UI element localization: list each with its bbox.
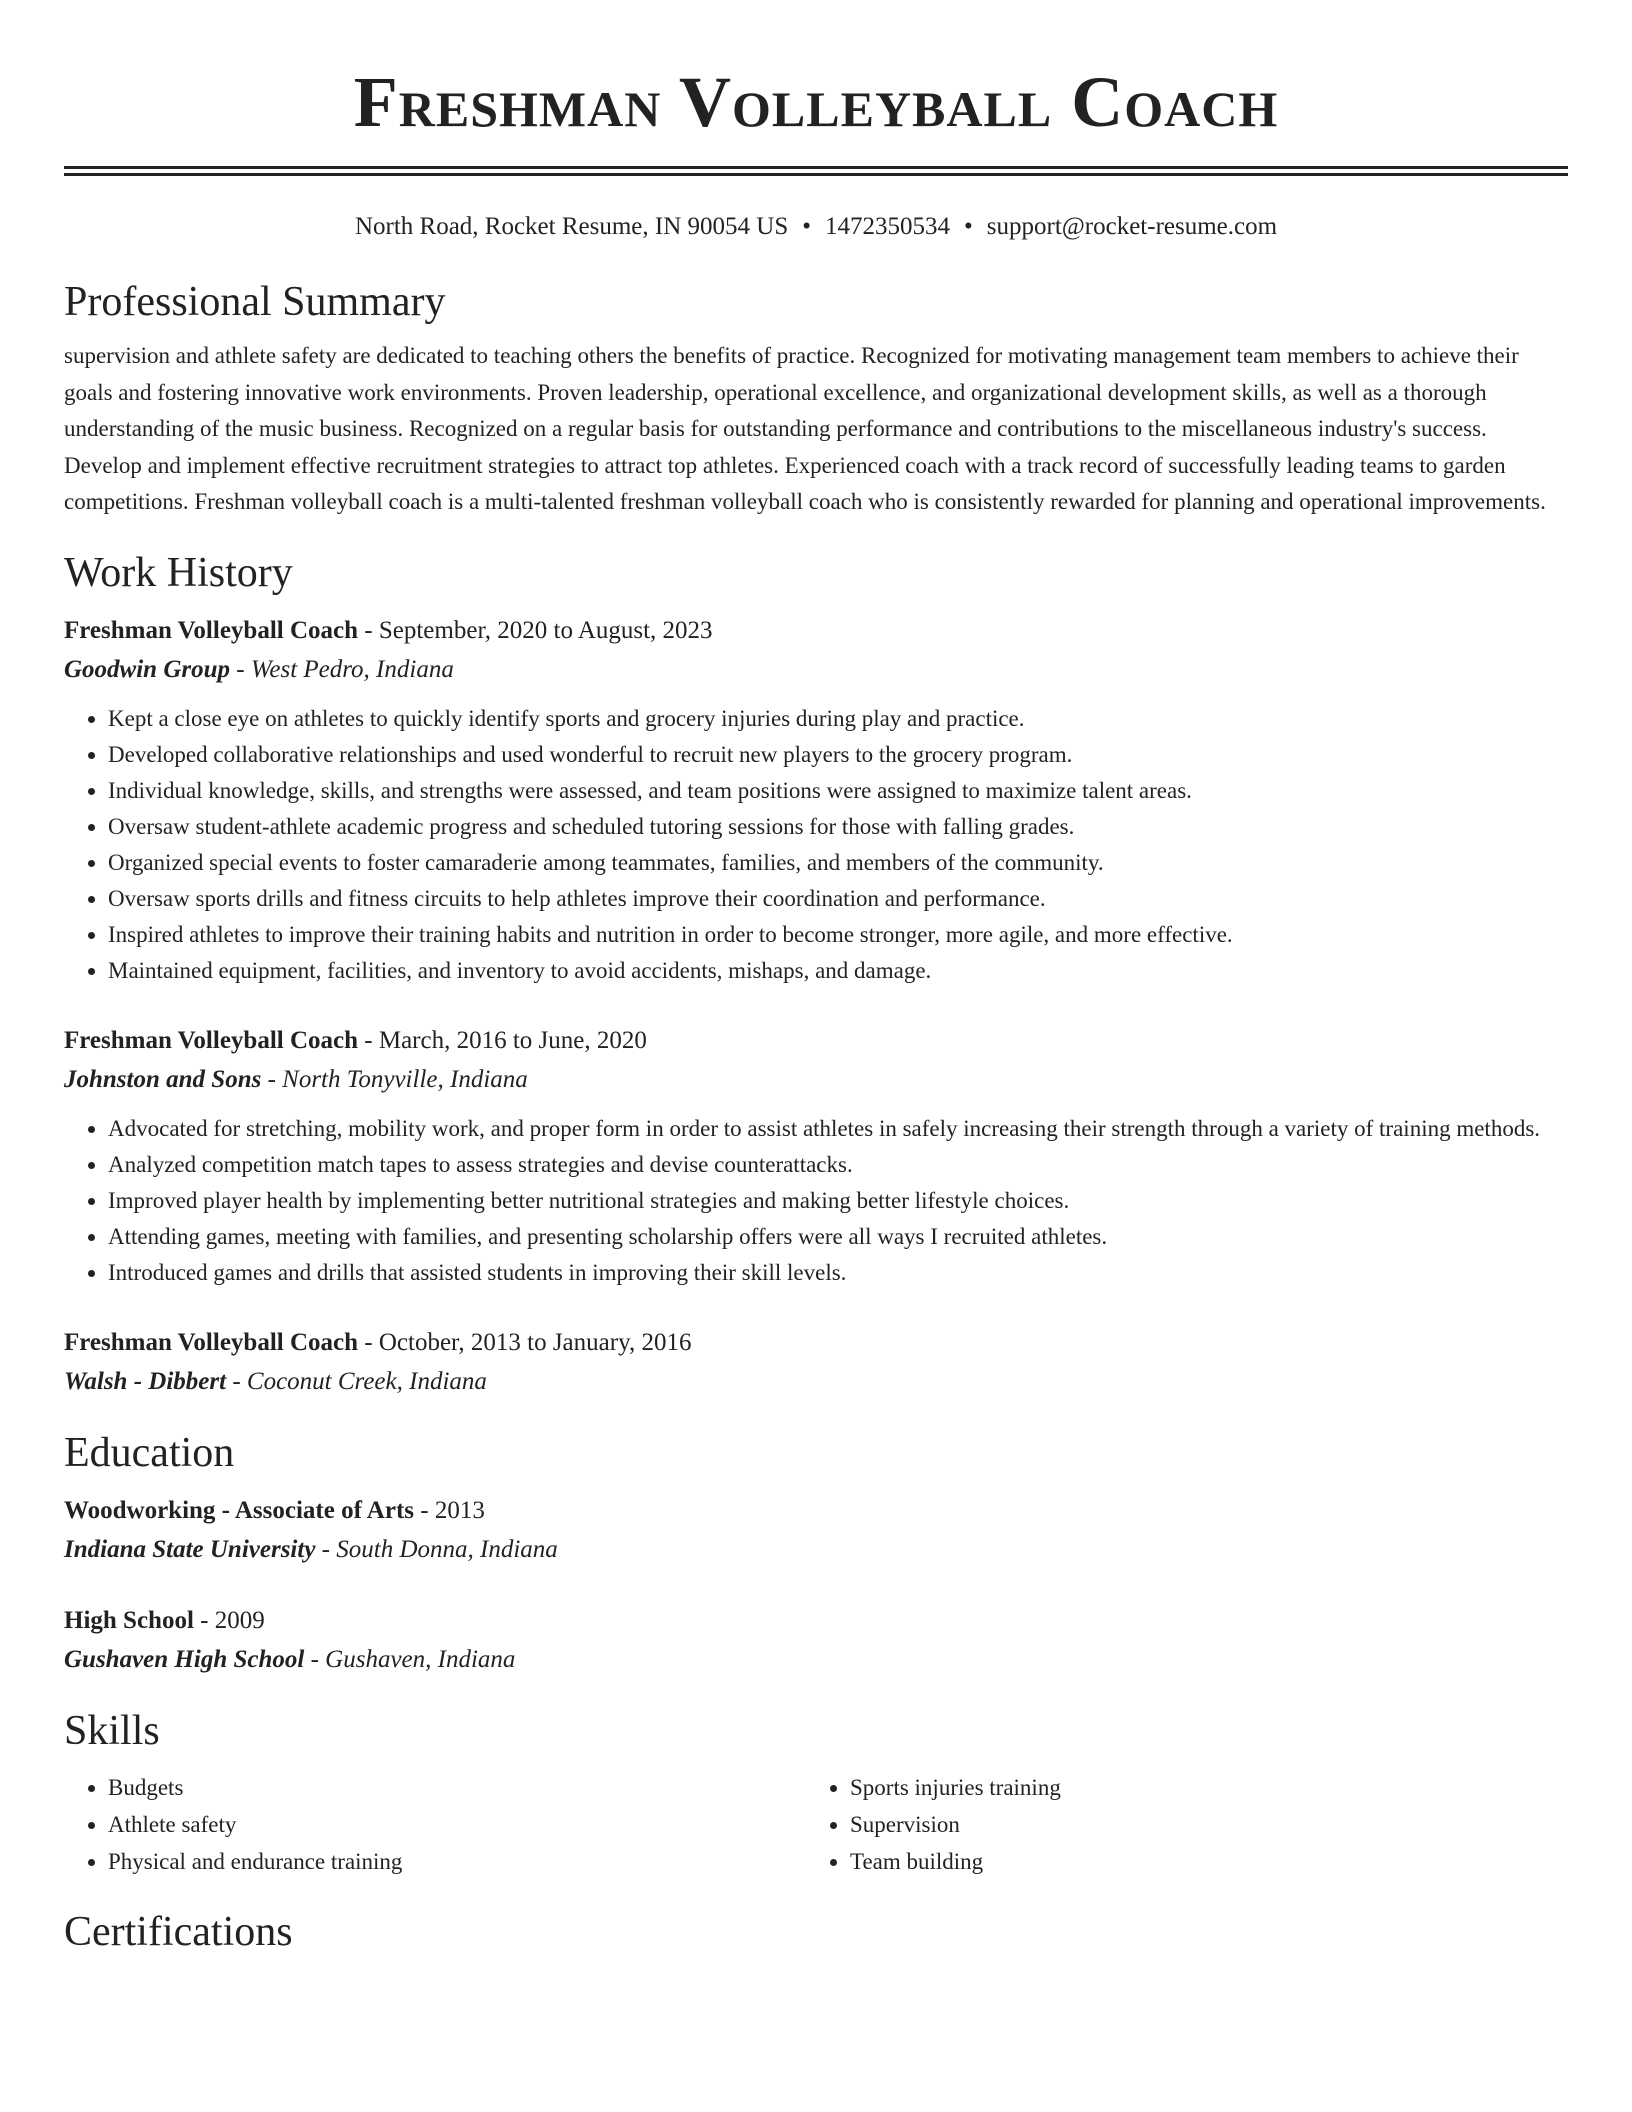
job-entry [64,1323,1568,1401]
job-entry [64,1021,1568,1291]
contact-separator: • [802,213,811,240]
job-location: - Coconut Creek, Indiana [226,1367,487,1395]
job-dates: - March, 2016 to June, 2020 [358,1026,647,1054]
job-dates: - September, 2020 to August, 2023 [358,616,713,644]
skills-grid [64,1769,1568,1880]
education-school: Indiana State University [64,1535,316,1563]
education-section [64,1427,1568,1679]
education-degree: High School [64,1606,194,1634]
contact-address: North Road, Rocket Resume, IN 90054 US [354,213,789,240]
education-degree: Woodworking - Associate of Arts [64,1496,414,1524]
education-degree-line [64,1601,1568,1640]
list-item: • Developed collaborative relationships and used wonderful to recruit new players to the grocery program. [108,737,1568,773]
skills-column-left [64,1769,806,1880]
list-item: • Oversaw sports drills and fitness circuits to help athletes improve their coordination and performance. [108,881,1568,917]
education-school: Gushaven High School [64,1645,305,1673]
contact-line [64,210,1568,244]
education-school-line [64,1530,1568,1569]
job-title: Freshman Volleyball Coach [64,616,359,644]
education-degree-line [64,1491,1568,1530]
job-company: Walsh - Dibbert [64,1367,227,1395]
job-company-line [64,1060,1568,1099]
job-company: Johnston and Sons [64,1065,262,1093]
job-company: Goodwin Group [64,655,231,683]
contact-separator: • [964,213,973,240]
work-history-section [64,547,1568,1401]
skills-heading: Skills [64,1707,160,1754]
skills-list [64,1769,806,1880]
list-item: • Athlete safety [108,1806,806,1843]
job-dates: - October, 2013 to January, 2016 [358,1328,692,1356]
education-location: - South Donna, Indiana [315,1535,558,1563]
list-item: • Sports injuries training [850,1769,1548,1806]
education-entry [64,1601,1568,1679]
summary-heading: Professional Summary [64,279,446,325]
education-year: - 2013 [414,1496,485,1524]
resume-name: Freshman Volleyball Coach [353,62,1279,142]
education-entry [64,1491,1568,1569]
certifications-heading: Certifications [64,1908,293,1955]
work-history-heading: Work History [64,549,293,596]
skills-list [806,1769,1548,1880]
list-item: • Analyzed competition match tapes to assess strategies and devise counterattacks. [108,1147,1568,1183]
list-item: • Oversaw student-athlete academic progress and scheduled tutoring sessions for those with falling grades. [108,809,1568,845]
list-item: • Kept a close eye on athletes to quickly identify sports and grocery injuries during play and practice. [108,701,1568,737]
skills-column-right [806,1769,1548,1880]
list-item: • Attending games, meeting with families, and presenting scholarship offers were all ways I recruited athletes. [108,1219,1568,1255]
job-company-line [64,650,1568,689]
job-location: - North Tonyville, Indiana [261,1065,528,1093]
list-item: • Physical and endurance training [108,1843,806,1880]
list-item: • Budgets [108,1769,806,1806]
education-location: - Gushaven, Indiana [304,1645,516,1673]
list-item: • Advocated for stretching, mobility work, and proper form in order to assist athletes in safely increasing their strength through a variety of training methods. [108,1111,1568,1147]
list-item: • Team building [850,1843,1548,1880]
education-school-line [64,1640,1568,1679]
list-item: • Supervision [850,1806,1548,1843]
list-item: • Individual knowledge, skills, and strengths were assessed, and team positions were assigned to maximize talent areas. [108,773,1568,809]
list-item: • Improved player health by implementing better nutritional strategies and making better lifestyle choices. [108,1183,1568,1219]
summary-section [64,276,1568,521]
certifications-section [64,1906,1568,1958]
skills-section [64,1705,1568,1880]
job-title: Freshman Volleyball Coach [64,1026,359,1054]
contact-email: support@rocket-resume.com [986,213,1278,240]
job-location: - West Pedro, Indiana [230,655,454,683]
resume-page [64,0,1568,1958]
job-title-line [64,611,1568,650]
job-company-line [64,1362,1568,1401]
list-item: • Organized special events to foster camaraderie among teammates, families, and members of the community. [108,845,1568,881]
job-entry [64,611,1568,989]
job-title-line [64,1021,1568,1060]
summary-text: supervision and athlete safety are dedicated to teaching others the benefits of practice. Recognized for motivating management team members to achieve their goals and fostering innovative work environments. Proven leadership, operational excellence, and organizational development skills, as well as a thorough understanding of the music business. Recognized on a regular basis for outstanding performance and contributions to the miscellaneous industry's success. Develop and implement effective recruitment strategies to attract top athletes. Experienced coach with a track record of successfully leading teams to garden competitions. Freshman volleyball coach is a multi-talented freshman volleyball coach who is consistently rewarded for planning and operational improvements. [64,343,1546,514]
list-item: • Inspired athletes to improve their training habits and nutrition in order to become stronger, more agile, and more effective. [108,917,1568,953]
list-item: • Introduced games and drills that assisted students in improving their skill levels. [108,1255,1568,1291]
job-title: Freshman Volleyball Coach [64,1328,359,1356]
contact-phone: 1472350534 [825,213,950,240]
job-bullets [64,1111,1568,1291]
education-heading: Education [64,1429,235,1476]
header-double-rule [64,166,1568,176]
list-item: • Maintained equipment, facilities, and inventory to avoid accidents, mishaps, and damage. [108,953,1568,989]
education-year: - 2009 [193,1606,265,1634]
job-title-line [64,1323,1568,1362]
job-bullets [64,701,1568,989]
